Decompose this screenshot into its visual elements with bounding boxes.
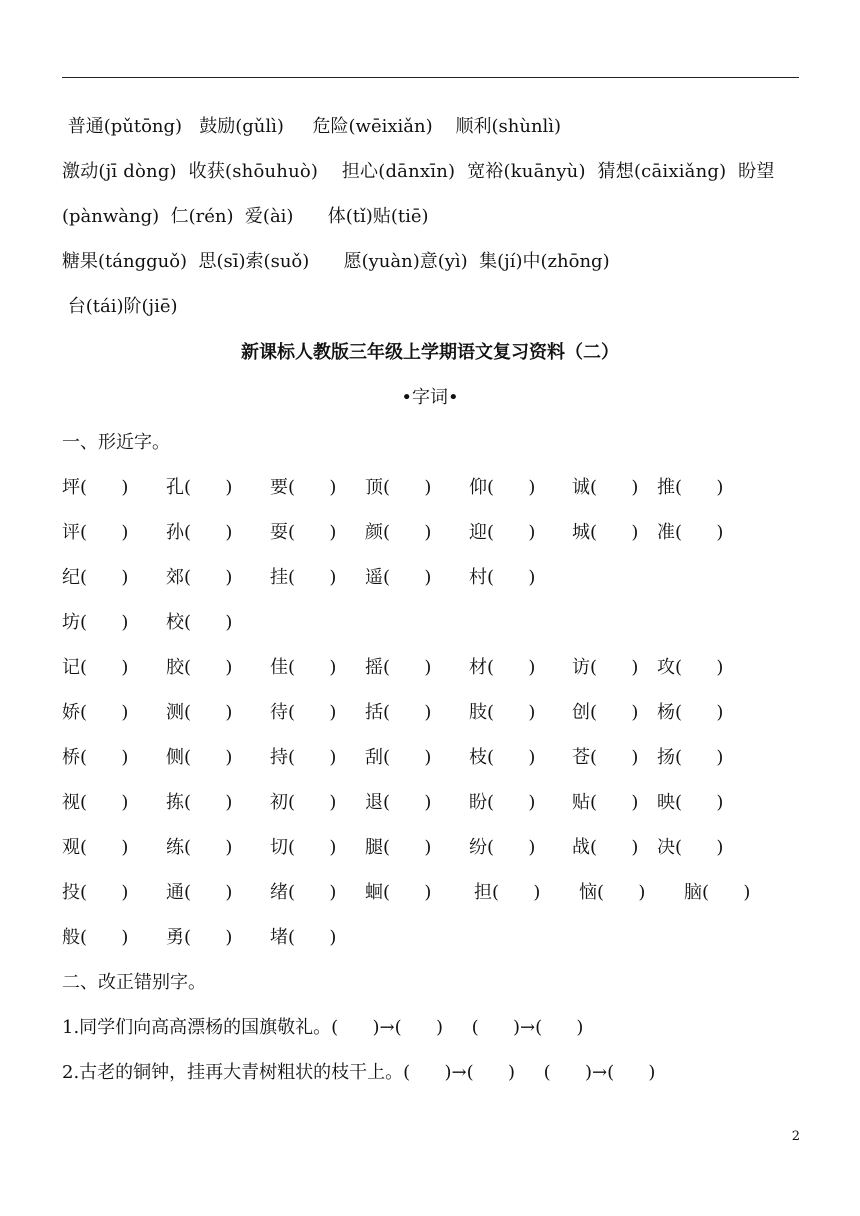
char-cell: 坪( )	[62, 477, 129, 498]
char-cell: 创( )	[572, 702, 639, 723]
char-cell: 侧( )	[166, 747, 233, 768]
char-cell: 贴( )	[572, 792, 639, 813]
char-cell: 枝( )	[469, 747, 536, 768]
char-cell: 胶( )	[166, 657, 233, 678]
char-cell: 纷( )	[469, 837, 536, 858]
char-cell: 孔( )	[166, 477, 233, 498]
char-cell: 切( )	[270, 837, 337, 858]
pinyin-line-4: 糖果(tángguǒ) 思(sī)索(suǒ) 愿(yuàn)意(yì) 集(jí)中(zhōng)	[62, 251, 610, 272]
char-cell: 遥( )	[365, 567, 432, 588]
char-cell: 通( )	[166, 882, 233, 903]
pinyin-line-5: 台(tái)阶(jiē)	[62, 296, 178, 317]
pinyin-line-2: 激动(jī dòng) 收获(shōuhuò) 担心(dānxīn) 宽裕(kuānyù) 猜想(cāixiǎng) 盼望	[62, 161, 775, 182]
char-cell: 观( )	[62, 837, 129, 858]
char-cell: 孙( )	[166, 522, 233, 543]
char-cell: 视( )	[62, 792, 129, 813]
char-cell: 杨( )	[657, 702, 724, 723]
char-cell: 颜( )	[365, 522, 432, 543]
char-cell: 映( )	[657, 792, 724, 813]
char-cell: 盼( )	[469, 792, 536, 813]
part1-heading: 一、形近字。	[62, 432, 170, 453]
char-cell: 娇( )	[62, 702, 129, 723]
pinyin-line-3: (pànwàng) 仁(rén) 爱(ài) 体(tǐ)贴(tiē)	[62, 206, 429, 227]
char-cell: 校( )	[166, 612, 233, 633]
char-cell: 顶( )	[365, 477, 432, 498]
char-cell: 测( )	[166, 702, 233, 723]
char-cell: 般( )	[62, 927, 129, 948]
char-cell: 坊( )	[62, 612, 129, 633]
char-cell: 推( )	[657, 477, 724, 498]
char-cell: 村( )	[469, 567, 536, 588]
correction-item-2: 2.古老的铜钟，挂再大青树粗状的枝干上。( )→( ) ( )→( )	[62, 1062, 656, 1083]
part2-heading: 二、改正错别字。	[62, 972, 206, 993]
char-cell: 仰( )	[469, 477, 536, 498]
char-cell: 堵( )	[270, 927, 337, 948]
char-cell: 迎( )	[469, 522, 536, 543]
section-subtitle: •字词•	[401, 387, 459, 408]
char-cell: 桥( )	[62, 747, 129, 768]
char-cell: 担( )	[474, 882, 541, 903]
char-cell: 材( )	[469, 657, 536, 678]
page-number: 2	[791, 1129, 800, 1144]
char-cell: 佳( )	[270, 657, 337, 678]
char-cell: 绪( )	[270, 882, 337, 903]
char-cell: 刮( )	[365, 747, 432, 768]
char-cell: 纪( )	[62, 567, 129, 588]
char-cell: 恼( )	[579, 882, 646, 903]
char-cell: 肢( )	[469, 702, 536, 723]
char-cell: 摇( )	[365, 657, 432, 678]
char-cell: 勇( )	[166, 927, 233, 948]
header-rule	[62, 77, 799, 78]
char-cell: 脑( )	[684, 882, 751, 903]
char-cell: 练( )	[166, 837, 233, 858]
char-cell: 退( )	[365, 792, 432, 813]
char-cell: 腿( )	[365, 837, 432, 858]
char-cell: 初( )	[270, 792, 337, 813]
char-cell: 待( )	[270, 702, 337, 723]
char-cell: 决( )	[657, 837, 724, 858]
char-cell: 拣( )	[166, 792, 233, 813]
char-cell: 战( )	[572, 837, 639, 858]
char-cell: 郊( )	[166, 567, 233, 588]
char-cell: 扬( )	[657, 747, 724, 768]
char-cell: 要( )	[270, 477, 337, 498]
section-title: 新课标人教版三年级上学期语文复习资料（二）	[241, 342, 619, 363]
char-cell: 诚( )	[572, 477, 639, 498]
correction-item-1: 1.同学们向高高漂杨的国旗敬礼。( )→( ) ( )→( )	[62, 1017, 584, 1038]
char-cell: 评( )	[62, 522, 129, 543]
char-cell: 投( )	[62, 882, 129, 903]
char-cell: 挂( )	[270, 567, 337, 588]
char-cell: 持( )	[270, 747, 337, 768]
char-cell: 攻( )	[657, 657, 724, 678]
char-cell: 访( )	[572, 657, 639, 678]
char-cell: 苍( )	[572, 747, 639, 768]
char-cell: 准( )	[657, 522, 724, 543]
char-cell: 蛔( )	[365, 882, 432, 903]
char-cell: 城( )	[572, 522, 639, 543]
char-cell: 记( )	[62, 657, 129, 678]
char-cell: 括( )	[365, 702, 432, 723]
char-cell: 耍( )	[270, 522, 337, 543]
pinyin-line-1: 普通(pǔtōng) 鼓励(gǔlì) 危险(wēixiǎn) 顺利(shùnlì)	[62, 116, 562, 137]
